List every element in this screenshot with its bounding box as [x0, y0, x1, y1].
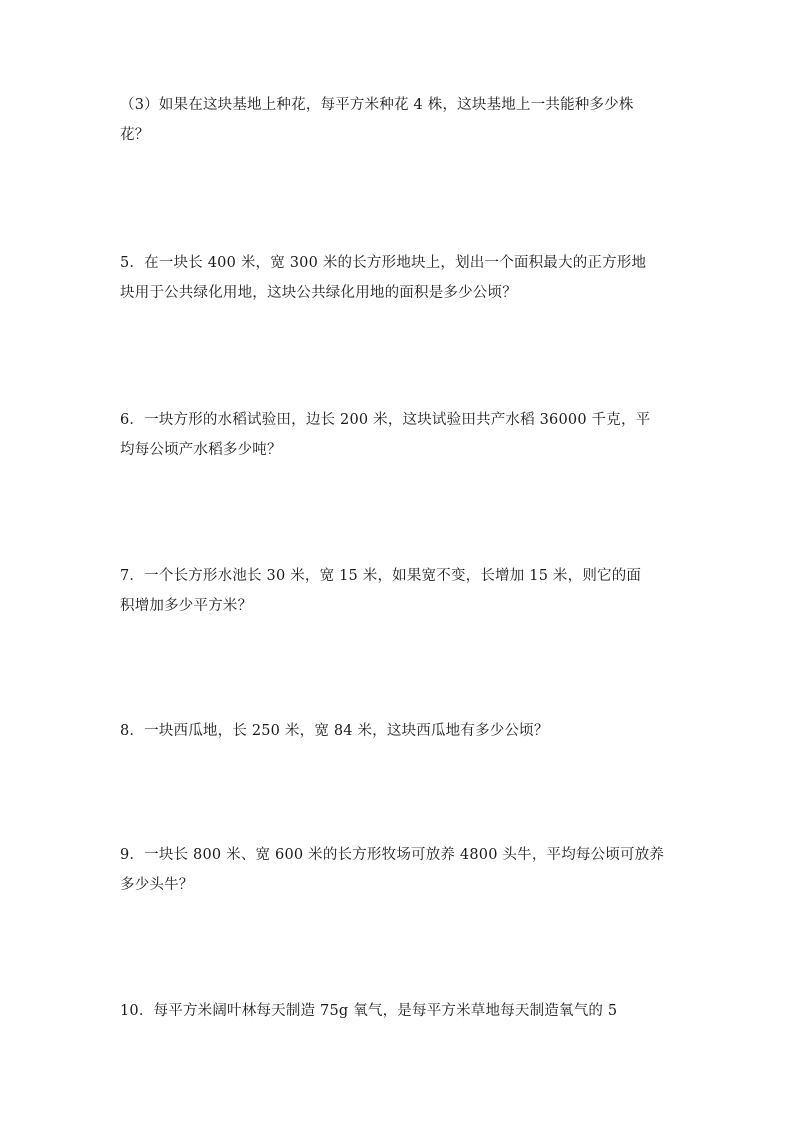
problem-line: 10．每平方米阔叶林每天制造 75g 氧气，是每平方米草地每天制造氧气的 5	[120, 1003, 618, 1019]
problem-line: 5．在一块长 400 米，宽 300 米的长方形地块上，划出一个面积最大的正方形地	[120, 255, 647, 271]
problem-8	[120, 716, 680, 746]
problem-9	[120, 840, 680, 900]
problem-10	[120, 996, 680, 1026]
problem-line: 8．一块西瓜地，长 250 米，宽 84 米，这块西瓜地有多少公顷？	[120, 723, 549, 739]
problem-line: 花？	[120, 127, 150, 143]
problem-line: （3）如果在这块基地上种花，每平方米种花 4 株，这块基地上一共能种多少株	[120, 97, 634, 113]
problem-5	[120, 248, 680, 308]
problem-line: 多少头牛？	[120, 877, 194, 893]
problem-line: 6．一块方形的水稻试验田，边长 200 米，这块试验田共产水稻 36000 千克，平	[120, 412, 651, 428]
problem-line: 块用于公共绿化用地，这块公共绿化用地的面积是多少公顷？	[120, 285, 517, 301]
problem-6	[120, 405, 680, 465]
problem-line: 9．一块长 800 米、宽 600 米的长方形牧场可放养 4800 头牛，平均每公顷可放养	[120, 847, 665, 863]
problem-line: 7．一个长方形水池长 30 米，宽 15 米，如果宽不变，长增加 15 米，则它的面	[120, 568, 642, 584]
problem-3-sub	[120, 90, 680, 150]
problem-line: 均每公顷产水稻多少吨？	[120, 442, 282, 458]
problem-7	[120, 561, 680, 621]
problem-line: 积增加多少平方米？	[120, 598, 253, 614]
